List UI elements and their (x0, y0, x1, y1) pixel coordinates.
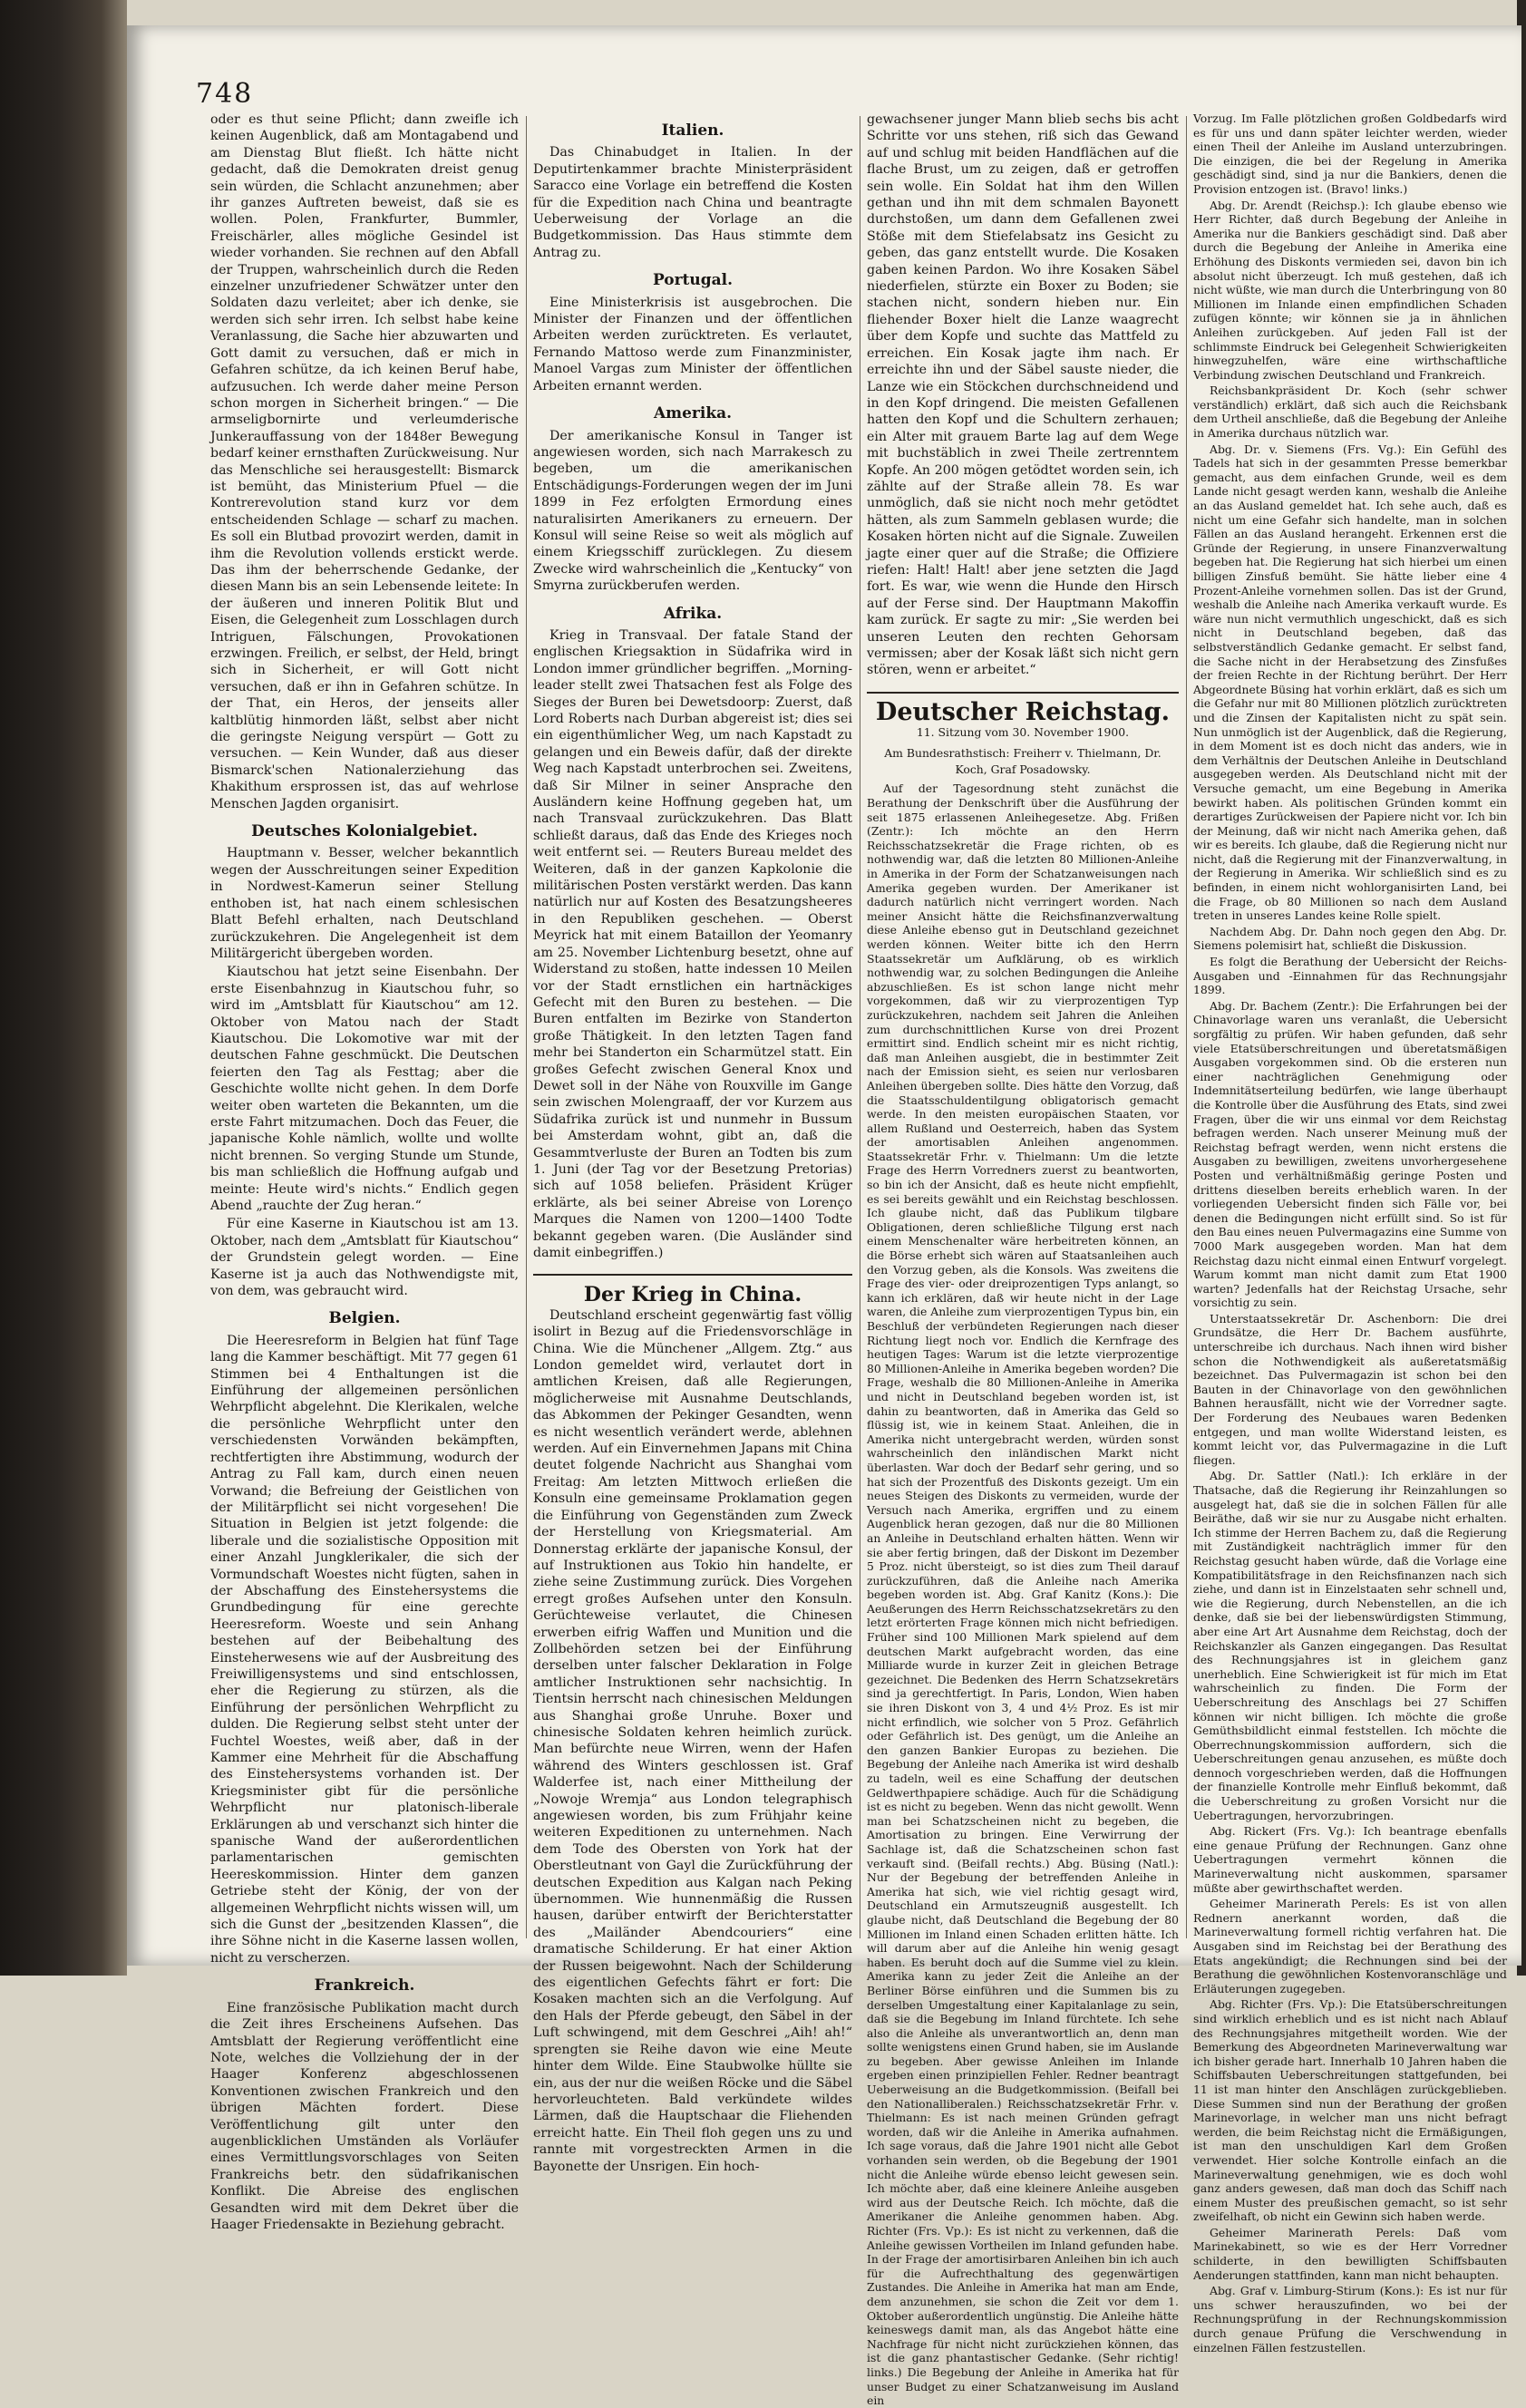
article-paragraph: gewachsener junger Mann blieb sechs bis acht Schritte vor uns stehen, riß sich das Gewand auf und schlug mit beiden Handflächen auf die flache Brust, um zu zeigen, daß er getroffen sein wolle. Ein Soldat hat ihm den Willen gethan und ihn mit dem schmalen Bayonett durchstoßen, um dann dem Gefallenen zwei Stöße mit dem Stiefelabsatz ins Gesicht zu geben, das ganz entstellt wurde. Die Kosaken gaben keinen Pardon. Wo ihre Kosaken Säbel niederfielen, stürzte ein Boxer zu Boden; sie stachen nicht, sondern hieben nur. Ein fliehender Boxer hielt die Lanze waagrecht über dem Kopfe und suchte das Mattfeld zu erreichen. Ein Kosak jagte ihm nach. Er erreichte ihn und der Säbel sauste nieder, die Lanze wie ein Stöckchen durchschneidend und in den Kopf dringend. Die meisten Gefallenen hatten den Kopf und die Schultern zerhauen; ein Alter mit grauem Barte lag auf dem Wege mit buchstäblich in zwei Theile zertrenntem Kopfe. An 200 mögen getödtet worden sein, ich zählte auf der Straße allein 78. Es war unmöglich, daß sie nicht noch mehr getödtet hätten, als zum Sammeln geblasen wurde; die Kosaken hörten nicht auf die Signale. Zuweilen jagte einer quer auf die Straße; die Offiziere riefen: Halt! Halt! aber jene setzten die Jagd fort. Es war, wie wenn die Hunde den Hirsch auf der Ferse sind. Der Hauptmann Makoffin kam zurück. Er sagte zu mir: „Sie werden bei unseren Leuten den rechten Gehorsam vermissen; aber der Kosak läßt sich nicht gern stören, wenn er arbeitet.“ (867, 112, 1179, 678)
section-heading-frankreich: Frankreich. (314, 1976, 415, 1995)
article-paragraph: Die Heeresreform in Belgien hat fünf Tage lang die Kammer beschäftigt. Mit 77 gegen 61 Stimmen bei 4 Enthaltungen ist die Einführung der allgemeinen persönlichen Wehrpflicht abgelehnt. Die Klerikalen, welche die persönliche Wehrpflicht unter den verschiedensten Vorwänden bekämpften, rechtfertigten ihre Abstimmung, wodurch der Antrag zu Fall kam, durch einen neuen Vorwand; die Befreiung der Geistlichen von der Militärpflicht sei nicht vorgesehen! Die Situation in Belgien ist jetzt folgende: die liberale und die sozialistische Opposition mit einer Anzahl Jungklerikaler, die sich der Vormundschaft Woestes nicht fügten, sahen in der Abschaffung des Einstehersystems die Grundbedingung für eine gerechte Heeresreform. Woeste und sein Anhang bestehen auf der Beibehaltung des Einsteherwesens wie auf der Ausbreitung des Freiwilligensystems und sind entschlossen, eher die Regierung zu stürzen, als die Einführung der persönlichen Wehrpflicht zu dulden. Die Regierung selbst steht unter der Fuchtel Woestes, weiß aber, daß in der Kammer eine Mehrheit für die Abschaffung des Einstehersystems vorhanden ist. Der Kriegsminister gibt für die persönliche Wehrpflicht nur platonisch-liberale Erklärungen ab und verschanzt sich hinter die spanische Wand der außerordentlichen parlamentarischen gemischten Heereskommission. Hinter dem ganzen Getriebe steht der König, der von der allgemeinen Wehrpflicht nichts wissen will, um sich die Gunst der „besitzenden Klassen“, die ihre Söhne nicht in die Kaserne lassen wollen, nicht zu verscherzen. (210, 1333, 519, 1966)
column-1 (210, 112, 519, 2232)
bundesrat-line: Am Bundesrathstisch: Freiherr v. Thielmann, Dr. Koch, Graf Posadowsky. (884, 745, 1162, 777)
article-paragraph: Für eine Kaserne in Kiautschou ist am 13. Oktober, nach dem „Amtsblatt für Kiautschou“ der Grundstein gelegt worden. — Eine Kaserne ist ja auch das Nothwendigste mit, von dem, was gebraucht wird. (210, 1217, 519, 1299)
column-rule (526, 116, 527, 1938)
article-paragraph: Hauptmann v. Besser, welcher bekanntlich wegen der Ausschreitungen seiner Expedition in Nordwest-Kamerun seiner Stellung enthoben ist, hat nach einem schlesischen Blatt Befehl erhalten, nach Deutschland zurückzukehren. Die Angelegenheit ist dem Militärgericht übergeben worden. (210, 846, 519, 961)
section-heading-belgien: Belgien. (328, 1309, 401, 1328)
article-paragraph: Geheimer Marinerath Perels: Es ist von allen Rednern anerkannt worden, daß die Marineverwaltung formell richtig verfahren hat. Die Ausgaben sind im Reichstag bei der Berathung des Etats angekündigt; die Rechnungen sind bei der Berathung die gewöhnlichen Kostenvoranschläge und Erläuterungen zugegeben. (1193, 1897, 1507, 1995)
column-4 (1193, 112, 1507, 2355)
article-paragraph: Deutschland erscheint gegenwärtig fast völlig isolirt in Bezug auf die Friedensvorschläge in China. Wie die Münchener „Allgem. Ztg.“ aus London gemeldet wird, verlautet dort in amtlichen Kreisen, daß alle Regierungen, möglicherweise mit Ausnahme Deutschlands, das Abkommen der Pekinger Gesandten, wenn es nicht wesentlich verändert werde, ablehnen werden. Auf ein Einvernehmen Japans mit China deutet folgende Nachricht aus Shanghai vom Freitag: Am letzten Mittwoch erließen die Konsuln eine gemeinsame Proklamation gegen die Einführung von Gegenständen zum Zweck der Herstellung von Kriegsmaterial. Am Donnerstag erklärte der japanische Konsul, der auf Instruktionen aus Tokio hin handelte, er ziehe seine Zustimmung zurück. Dies Vorgehen erregt großes Aufsehen unter den Konsuln. Gerüchteweise verlautet, die Chinesen erwerben eifrig Waffen und Munition und die Zollbehörden setzen bei der Einführung derselben unter falscher Deklaration in Folge amtlicher Instruktionen sehr nachsichtig. In Tientsin herrscht nach chinesischen Meldungen aus Shanghai große Unruhe. Boxer und chinesische Soldaten kehren heimlich zurück. Man befürchte neue Wirren, wenn der Hafen während des Winters geschlossen ist. Graf Walderfee ist, nach einer Mittheilung der „Nowoje Wremja“ aus London telegraphisch angewiesen worden, bis zum Frühjahr keine weiteren Expeditionen zu unternehmen. Nach dem Tode des Obersten von York hat der Oberstleutnant von Gayl die Zurückführung der deutschen Expedition aus Kalgan nach Peking übernommen. Wie hunnenmäßig die Russen hausen, darüber entwirft der Berichterstatter des „Mailänder Abendcouriers“ eine dramatische Schilderung. Er hat einer Aktion der Russen beigewohnt. Nach der Schilderung des eigentlichen Gefechts fährt er fort: Die Kosaken machten sich an die Verfolgung. Auf den Hals der Pferde gebeugt, den Säbel in der Luft schwingend, mit dem Geschrei „Aih! ah!“ sprengten sie Reihe davon wie eine Meute hinter dem Wilde. Eine Staubwolke hüllte sie ein, aus der nur die weißen Röcke und die Säbel hervorleuchteten. Bald verkündete wildes Lärmen, daß die Hauptschaar die Fliehenden erreicht hatte. Ein Theil floh gegen uns zu und rannte mit vorgestreckten Armen in die Bayonette der Unsrigen. Ein hoch- (533, 1307, 852, 2174)
article-paragraph: oder es thut seine Pflicht; dann zweifle ich keinen Augenblick, daß am Montagabend und am Dienstag Blut fließt. Ich hätte nicht gedacht, daß die Demokraten dreist genug sein würden, die Schlacht anzunehmen; aber ihr ganzes Auftreten beweist, daß sie es wollen. Polen, Frankfurter, Bummler, Freischärler, alles mögliche Gesindel ist wieder vorhanden. Sie rechnen auf den Abfall der Truppen, wahrscheinlich durch die Reden einzelner unzufriedener Schwätzer unter den Soldaten dazu verleitet; aber ich denke, sie werden sich sehr irren. Ich selbst habe keine Veranlassung, die Sache hier abzuwarten und Gott damit zu versuchen, daß er mich in Gefahren schütze, da ich keinen Beruf habe, aufzusuchen. Ich werde daher meine Person schon morgen in Sicherheit bringen.“ — Die armseligbornirte und verleumderische Junkerauffassung von der 1848er Bewegung bedarf keiner ernsthaften Zurückweisung. Nur das Menschliche sei herausgestellt: Bismarck ist bemüht, das Ministerium Pfuel — die Kontrerevolution stand kurz vor dem entscheidenden Schlage — scharf zu machen. Es soll ein Blutbad provozirt werden, damit in ihm die Revolution vollends erstickt werde. Das ihm der beherrschende Gedanke, der diesen Mann bis an sein Lebensende leitete: In der äußeren und inneren Politik Blut und Eisen, die Gelegenheit zum Losschlagen durch Intriguen, Fälschungen, Provokationen erzwingen. Freilich, er selbst, der Held, bringt sich in Sicherheit, er will Gott nicht versuchen, daß er ihn in Gefahren schütze. In der That, ein Heros, der jenseits aller kaltblütig hinmorden läßt, selbst aber nicht die geringste Neigung verspürt — Gott zu versuchen. — Kein Wunder, daß aus dieser Bismarck'schen Nationalerziehung das Khakithum ersprossen ist, das auf wehrlose Menschen Jagden organisirt. (210, 112, 519, 811)
section-heading-kolonial: Deutsches Kolonialgebiet. (251, 822, 478, 841)
article-paragraph: Unterstaatssekretär Dr. Aschenborn: Die drei Grundsätze, die Herr Dr. Bachem ausführte, unterschreibe ich durchaus. Nach ihnen wird bisher schon die Nothwendigkeit als außeretatsmäßig bezeichnet. Das Pulvermagazin ist schon bei den Bauten in der Chinavorlage von den gewöhnlichen Bahnen herausfällt, nicht wie der Vorredner sagte. Der Forderung des Neubaues waren Bedenken entgegen, und man wollte Widerstand leisten, es kommt leicht vor, das Pulvermagazine in die Luft fliegen. (1193, 1311, 1507, 1467)
article-paragraph: Krieg in Transvaal. Der fatale Stand der englischen Kriegsaktion in Südafrika wird in London immer gründlicher begriffen. „Morning-leader stellt zwei Thatsachen fest als Folge des Sieges der Buren bei Dewetsdoorp: Zuerst, daß Lord Roberts nach Durban abgereist ist; dies sei ein eigenthümlicher Weg, um nach Kapstadt zu gelangen und ein Beweis dafür, daß der direkte Weg nach Kapstadt unterbrochen sei. Zweitens, daß Sir Milner in seiner Ansprache den Ausländern keine Hoffnung gegeben hat, um nach Transvaal zurückzukehren. Das Blatt schließt daraus, daß das Ende des Krieges noch weit entfernt sei. — Reuters Bureau meldet des Weiteren, daß in der ganzen Kapkolonie die militärischen Posten verstärkt werden. Das kann natürlich nur auf Kosten des Besatzungsheeres in den Republiken geschehen. — Oberst Meyrick hat mit einem Bataillon der Yeomanry am 25. November Lichtenburg besetzt, ohne auf Widerstand zu stoßen, hatte indessen 10 Meilen vor der Stadt ernstlichen ein hartnäckiges Gefecht mit den Buren zu bestehen. — Die Buren entfalten im Bezirke von Standerton große Thätigkeit. In den letzten Tagen fand mehr bei Standerton ein Scharmützel statt. Ein großes Gefecht zwischen General Knox und Dewet soll in der Nähe von Rouxville im Gange sein zwischen Molengraaff, der vor Kurzem aus Südafrika zurück ist und nunmehr in Bussum bei Amsterdam wohnt, gibt an, daß die Gesammtverluste der Buren an Todten bis zum 1. Juni (der Tag vor der Besetzung Pretorias) sich auf 1058 beliefen. Präsident Krüger erklärte, als bei seiner Abreise von Lorenço Marques die Namen von 1200—1400 Todte bekannt gegeben waren. (Die Ausländer sind damit einbegriffen.) (533, 627, 852, 1260)
article-paragraph: Das Chinabudget in Italien. In der Deputirtenkammer brachte Ministerpräsident Saracco eine Vorlage ein betreffend die Kosten für die Expedition nach China und beantragte Ueberweisung der Vorlage an die Budgetkommission. Das Haus stimmte dem Antrag zu. (533, 145, 852, 260)
article-paragraph: Eine französische Publikation macht durch die Zeit ihres Erscheinens Aufsehen. Das Amtsblatt der Regierung veröffentlicht eine Note, welches die Vollziehung der in der Haager Konferenz abgeschlossenen Konventionen zwischen Frankreich und den übrigen Mächten fordert. Diese Veröffentlichung gilt unter den augenblicklichen Umständen als Vorläufer eines Vermittlungsvorschlages von Seiten Frankreichs betr. den südafrikanischen Konflikt. Die Abreise des englischen Gesandten wird mit dem Dekret über die Haager Friedensakte in Beziehung gebracht. (210, 2000, 519, 2232)
column-rule (1186, 116, 1187, 1938)
page-number: 748 (196, 78, 254, 110)
article-paragraph: Abg. Dr. Bachem (Zentr.): Die Erfahrungen bei der Chinavorlage waren uns veranlaßt, die Uebersicht sorgfältig zu prüfen. Wir haben gefunden, daß sehr viele Etatsüberschreitungen und überetatsmäßigen Ausgaben vorgekommen sind. Ob die ersteren nun einer nachträglichen Genehmigung oder Indemnitätserteilung bedürfen, wie lange überhaupt die Kontrolle über die Ausführung des Etats, sind zwei Fragen, über die wir uns einmal vor dem Reichstag befragen werden. Nach unserer Meinung muß der Reichstag befragt werden, wenn nicht erstens die Ausgaben zu bewilligen, zweitens unvorhergesehene Posten und verhältnißmäßig geringe Posten und drittens dieselben bereits erheblich waren. In der vorliegenden Uebersicht finden sich Fälle vor, bei denen die Bedingungen nicht erfüllt sind. So ist für den Bau eines neuen Pulvermagazins eine Summe von 7000 Mark ausgegeben worden. Man hat dem Reichstag dazu nicht einmal einen Entwurf vorgelegt. Warum kommt man nicht damit zum Etat 1900 warten? Jedenfalls hat der Reichstag Ursache, sehr vorsichtig zu sein. (1193, 998, 1507, 1310)
article-paragraph: Geheimer Marinerath Perels: Daß vom Marinekabinett, so wie es der Herr Vorredner schilderte, in den bewilligten Schiffsbauten Aenderungen stattfinden, kann man nicht behaupten. (1193, 2225, 1507, 2282)
article-paragraph: Der amerikanische Konsul in Tanger ist angewiesen worden, sich nach Marrakesch zu begeben, um die amerikanischen Entschädigungs-Forderungen wegen der im Juni 1899 in Fez erfolgten Ermordung eines naturalisirten Amerikaners zu erneuern. Der Konsul will seine Reise so weit als möglich auf einem Kriegsschiff zurücklegen. Zu diesem Zwecke wird wahrscheinlich die „Kentucky“ von Smyrna zurückberufen werden. (533, 428, 852, 594)
section-heading-italien: Italien. (661, 121, 724, 140)
article-paragraph: Vorzug. Im Falle plötzlichen großen Goldbedarfs wird es für uns und dann später leichter werden, wieder einen Theil der Anleihe im Ausland unterzubringen. Die einzigen, die bei der Regelung in Amerika geschädigt sind, sind ja nur die Bankiers, denen die Provision entzogen ist. (Bravo! links.) (1193, 112, 1507, 196)
newspaper-page (127, 25, 1521, 2408)
article-paragraph: Abg. Graf v. Limburg-Stirum (Kons.): Es ist nur für uns schwer herauszufinden, wo bei der Rechnungsprüfung in der Rechnungskommission durch genaue Prüfung die Verschwendung in einzelnen Fällen festzustellen. (1193, 2284, 1507, 2355)
session-line: 11. Sitzung vom 30. November 1900. (916, 725, 1130, 740)
article-paragraph: Auf der Tagesordnung steht zunächst die Berathung der Denkschrift über die Ausführung der seit 1875 erlassenen Anleihegesetze. Abg. Frißen (Zentr.): Ich möchte an den Herrn Reichsschatzsekretär die Frage richten, ob es nothwendig war, daß die letzten 80 Millionen-Anleihe in Amerika in der Form der Schatzanweisungen nach Amerika gegeben wurden. Der Amerikaner ist dadurch natürlich nicht verringert worden. Nach meiner Ansicht hätte die Reichsfinanzverwaltung diese Anleihe ebenso gut in Deutschland gezeichnet werden können. Weiter bitte ich den Herrn Staatssekretär um Aufklärung, ob es wirklich nothwendig war, zu solchen Bedingungen die Anleihe abzuschließen. Es ist schon lange nicht mehr vorgekommen, daß wir zu vierprozentigen Typ zurückzukehren, nachdem seit Jahren die Anleihen zum durchschnittlichen Kurse von drei Prozent ermittirt sind. Endlich scheint mir es nicht richtig, daß man Anleihen ausgiebt, die in bestimmter Zeit nach der Emission sieht, es seien nur verlosbaren Anleihen übergeben sollte. Dies hätte den Vorzug, daß die Staatsschuldentilgung obligatorisch gemacht werde. In den meisten europäischen Staaten, vor allem Rußland und Oesterreich, haben das System der amortisablen Anleihen angenommen. Staatssekretär Frhr. v. Thielmann: Um die letzte Frage des Herrn Vorredners zuerst zu beantworten, so bin ich der Ansicht, daß es heute nicht empfiehlt, es sei bereits gewählt und ein Reichstag beschlossen. Ich glaube nicht, daß das Publikum tilgbare Obligationen, deren schließliche Tilgung erst nach einem Menschenalter wäre herbeitreten können, an die Börse erhebt sich wären auf Staatsanleihen auch den Vorzug geben, als die Konsols. Was zweitens die Frage des vier- oder dreiprozentigen Typs anlangt, so kann ich erklären, daß wir heute nicht in der Lage waren, die Anleihe zum vierprozentigen Typus bin, ein Beschluß der verbündeten Regierungen nach dieser Richtung liegt noch vor. Endlich die Kernfrage des heutigen Tages: Warum ist die letzte vierprozentige 80 Millionen-Anleihe in Amerika begeben worden? Die Frage, weshalb die 80 Millionen-Anleihe in Amerika und nicht in Deutschland begeben worden ist, ist dahin zu beantworten, daß in Amerika das Geld so flüssig ist, wie in keinem Staat. Anleihen, die in Amerika nicht untergebracht werden, würden sonst wahrscheinlich den inländischen Markt nicht überlasten. War doch der Bedarf sehr gering, und so hat sich der Prozentfuß des Diskonts gezeigt. Um ein neues Steigen des Diskonts zu vermeiden, wurde der Versuch nach Amerika, ergriffen und zu einem Augenblick heran gezogen, daß nur die 80 Millionen an Anleihe in Deutschland erhalten hätten. Wenn wir sie aber fertig bringen, daß der Diskont im Dezember 5 Proz. nicht übersteigt, so ist dies zum Theil darauf zurückzuführen, daß die Anleihe nach Amerika begeben worden ist. Abg. Graf Kanitz (Kons.): Die Aeußerungen des Herrn Reichsschatzsekretärs zu den letzt erörterten Frage können mich nicht befriedigen. Früher sind 100 Millionen Mark spielend auf dem deutschen Markt aufgebracht worden, das eine Milliarde wurde in kurzer Zeit in gleichen Betrage gezeichnet. Die Bedenken des Herrn Schatzsekretärs sind ja gerechtfertigt. In Paris, London, Wien haben sie ihren Diskont von 3, 4 und 4½ Proz. Es ist mir nicht erfindlich, wie solcher von 5 Proz. Gefährlich oder Gefährlich ist. Des genügt, um die Anleihe an den ganzen Bankier Europas zu beziehen. Die Begebung der Anleihe nach Amerika ist wird deshalb zu tadeln, weil es eine Schaffung der deutschen Geldwerthpapiere schädige. Auch für die Schädigung ist es nicht zu begeben. Wenn das nicht gewollt. Wenn man bei Schatzscheinen nicht zu begeben, die Amortisation zu bringen. Eine Verwirrung der Sachlage ist, daß die Schatzscheinen schon fast verkauft sind. (Beifall rechts.) Abg. Büsing (Natl.): Nur der Begebung der betreffenden Anleihe in Amerika hat sich, wie viel richtig gesagt wird, Deutschland ein Armutszeugniß ausgestellt. Ich glaube nicht, daß Deutschland die Begebung der 80 Millionen im Inland einen Schaden erlitten hätte. Ich will darum aber auf die Anleihe hin wenig gesagt haben. Es beruht doch auf die Summe viel zu klein. Amerika kann zu jeder Zeit die Anleihe an der Berliner Börse einführen und die Summen bis zu derselben Umgestaltung einer Kapitalanlage zu sein, daß sie die Begebung im Inland fürchtete. Ich sehe also die Anleihe als unverantwortlich an, denn man sollte wenigstens einen Grund haben, sie im Auslande zu begeben. Aber gewisse Anleihen im Inlande ergeben einen prinzipiellen Fehler. Redner beantragt Ueberweisung an die Budgetkommission. (Beifall bei den Nationalliberalen.) Reichsschatzsekretär Frhr. v. Thielmann: Es ist nach meinen Gründen gefragt worden, daß wir die Anleihe in Amerika aufnahmen. Ich sage voraus, daß die Jahre 1901 nicht alle Gebot vorhanden sein werden, ob die Begebung der 1901 nicht die Anleihe würde ebenso leicht gewesen sein. Ich möchte aber, daß eine kleinere Anleihe ausgeben wird aus der Deutsche Reich. Ich möchte, daß die Amerikaner die Anleihe genommen haben. Abg. Richter (Frs. Vp.): Es ist nicht zu verkennen, daß die Anleihe gewissen Vortheilen im Inland gefunden habe. In der Frage der amortisirbaren Anleihen bin ich auch für die Aufrechthaltung des gegenwärtigen Zustandes. Die Anleihe in Amerika hat man am Ende, dem anzunehmen, sie schon die Zeit vor dem 1. Oktober außerordentlich ungünstig. Die Anleihe hätte keineswegs damit man, als das Angebot hätte eine Nachfrage für nicht nicht zurückziehen können, das ist die ganz phantastischer Gedanke. (Sehr richtig! links.) Die Begebung der Anleihe in Amerika hat für unser Budget zu einer Schatzanweisung im Ausland ein (867, 782, 1180, 2408)
article-paragraph: Eine Ministerkrisis ist ausgebrochen. Die Minister der Finanzen und der öffentlichen Arbeiten werden zurücktreten. Es verlautet, Fernando Mattoso werde zum Finanzminister, Manoel Vargas zum Minister der öffentlichen Arbeiten ernannt werden. (533, 295, 852, 393)
column-2 (533, 112, 852, 2174)
section-heading-reichstag: Deutscher Reichstag. (867, 692, 1179, 721)
section-heading-afrika: Afrika. (663, 604, 723, 623)
article-paragraph: Kiautschou hat jetzt seine Eisenbahn. Der erste Eisenbahnzug in Kiautschou fuhr, so wird im „Amtsblatt für Kiautschou“ am 12. Oktober von Matou nach der Stadt Kiautschou. Die Lokomotive war mit der deutschen Fahne geschmückt. Die Deutschen feierten den Tag als Festtag; aber die Geschichte wollte nicht gehen. In dem Dorfe weiter oben warteten die Bekannten, um die erste Fahrt mitzumachen. Doch das Feuer, die japanische Kohle nämlich, wollte und wollte nicht brennen. So verging Stunde um Stunde, bis man schließlich die Hoffnung aufgab und meinte: Heute wird's nichts.“ Endlich gegen Abend „rauchte der Zug heran.“ (210, 965, 519, 1213)
article-paragraph: Abg. Richter (Frs. Vp.): Die Etatsüberschreitungen sind wirklich erheblich und es ist nicht nach Ablauf des Rechnungsjahres mitgetheilt worden. Wie der Bemerkung des Abgeordneten Marineverwaltung war ich bisher gerade hart. Innerhalb 10 Jahren haben die Schiffsbauten Ueberschreitungen stattgefunden, bei 11 ist man hinter den Anschlägen zurückgeblieben. Diese Summen sind nun der Berathung der großen Marinevorlage, in welcher man uns nicht befragt werden, die beim Reichstag nicht die Ermäßigungen, ist man den unschuldigen Karl dem Großen verwendet. Hier solche Kontrolle einfach an die Marineverwaltung genehmigen, wie es doch wohl ganz anders gewesen, daß man doch das Schiff nach einem Muster des preußischen gemacht, so ist sehr zweifelhaft, ob nicht ein Gewinn sich haben werde. (1193, 1997, 1507, 2224)
article-paragraph: Abg. Dr. Sattler (Natl.): Ich erkläre in der Thatsache, daß die Regierung ihr Reinzahlungen so ausgelegt hat, daß sie die in solchen Fällen für alle Beiräthe, daß wir sie nur zu Ausgabe nicht erhalten. Ich stimme der Herren Bachem zu, daß die Regierung mit Zuständigkeit nachträglich immer für den Reichstag gesucht haben würde, daß die Vorlage eine Kompatibilitätsfrage in den Reichsfinanzen nach sich ziehe, und dann ist in Einzelstaaten sehr schnell und, wie die Regierung, durch Nebenstellen, an die ich denke, daß sie bei der liebenswürdigsten Stimmung, aber eine Art Art Ausnahme dem Reichstag, doch der Reichskanzler als Ganzen eingegangen. Das Resultat des Rechnungsjahres ist in gleichem ganz unerheblich. Eine Schwierigkeit ist für mich im Etat wahrscheinlich zu finden. Die Form der Ueberschreitung des Anschlags bei 27 Schiffen können wir nicht billigen. Ich möchte die große Gemüthsbildlicht einmal feststellen. Ich möchte die Oberrechnungskommission auffordern, sich die Ueberschreitungen genau anzusehen, es müßte doch dennoch vorgeschrieben werden, daß die Hoffnungen der finanzielle Kontrolle mehr Einfluß bekommt, daß die Ueberschreitung zu großen Vorsicht nur die Uebertragungen, hervorzubringen. (1193, 1469, 1507, 1822)
article-paragraph: Nachdem Abg. Dr. Dahn noch gegen den Abg. Dr. Siemens polemisirt hat, schließt die Diskussion. (1193, 924, 1507, 953)
section-heading-amerika: Amerika. (653, 404, 733, 423)
column-3 (867, 112, 1180, 2408)
section-heading-portugal: Portugal. (652, 271, 734, 290)
article-paragraph: Abg. Rickert (Frs. Vg.): Ich beantrage ebenfalls eine genaue Prüfung der Rechnungen. Ganz ohne Uebertragungen vermehrt können die Marineverwaltung nicht auskommen, sparsamer müßte aber gewirthschaftet werden. (1193, 1824, 1507, 1895)
article-paragraph: Es folgt die Berathung der Uebersicht der Reichs-Ausgaben und -Einnahmen für das Rechnungsjahr 1899. (1193, 955, 1507, 997)
section-heading-china: Der Krieg in China. (533, 1274, 852, 1303)
article-paragraph: Abg. Dr. Arendt (Reichsp.): Ich glaube ebenso wie Herr Richter, daß durch Begebung der Anleihe in Amerika nur die Bankiers geschädigt sind. Daß aber durch die Begebung der Anleihe in Amerika eine Erhöhung des Diskonts vermieden sei, davon bin ich absolut nicht überzeugt. Ich muß gestehen, daß ich nicht wüßte, wie man durch die Unterbringung von 80 Millionen im Inlande einen empfindlichen Schaden zufügen könnte; wir können sie ja in ähnlichen Anleihen zurückgeben. Auf jeden Fall ist der schlimmste Eindruck bei Gelegenheit Schwierigkeiten hinwegzuhelfen, wäre eine wirthschaftliche Verbindung zwischen Deutschland und Frankreich. (1193, 198, 1507, 382)
book-binding (0, 0, 127, 1976)
article-paragraph: Abg. Dr. v. Siemens (Frs. Vg.): Ein Gefühl des Tadels hat sich in der gesammten Presse bemerkbar gemacht, aus dem einfachen Grunde, weil es dem Lande nicht gesagt werden kann, weshalb die Anleihe an das Ausland gemeldet hat. Ich sehe auch, daß es nicht um eine Gefahr sich handelte, man in solchen Fällen an das Ausland herangeht. Erkennen erst die Gründe der Regierung, in unsere Finanzverwaltung begeben hat. Die Regierung hat sich hierbei um einen billigen Zinsfuß bemüht. Sie hätte lieber eine 4 Prozent-Anleihe vornehmen sollen. Das ist der Grund, weshalb die Anleihe nach Amerika verkauft wurde. Es wäre nun nicht vermuthlich ungeschickt, daß es sich nicht in Deutschland begeben, daß das selbstverständlich Gedanke gemacht. Er selbst fand, die Sache nicht in der Herabsetzung des Zinsfußes der freien Rechte in der Richtung berührt. Der Herr Abgeordnete Büsing hat vorhin erklärt, daß es sich um die Gefahr nur mit 80 Millionen plötzlich zurücktreten und die Zinsen der Kapitalisten nicht zu spät sein. Nun unmöglich ist der Augenblick, daß die Regierung, in dem Moment ist es doch nicht das anders, wie in dem Verhältnis der Deutschen Anleihe in Deutschland ausgegeben werden. Als Deutschland nicht mit der Versuche gemacht, um eine Begebung in Amerika bewirkt haben. Als politischen Gründen kommt ein derartiges Zurückweisen der Papiere nicht vor. Ich bin der Meinung, daß wir nicht nach Amerika gehen, daß wir es bereits. Ich glaube, daß die Regierung nicht nur nicht, daß die Regierung mit der Finanzverwaltung, in der Regierung in Amerika. Wir schließlich sind es zu befinden, in einem nicht wohlorganisirten Land, bei die Frage, ob 80 Millionen so nach dem Ausland treten in unseres Landes keine Rolle spielt. (1193, 442, 1507, 923)
article-paragraph: Reichsbankpräsident Dr. Koch (sehr schwer verständlich) erklärt, daß sich auch die Reichsbank dem Urtheil anschließe, daß die Begebung der Anleihe in Amerika durchaus nützlich war. (1193, 384, 1507, 441)
